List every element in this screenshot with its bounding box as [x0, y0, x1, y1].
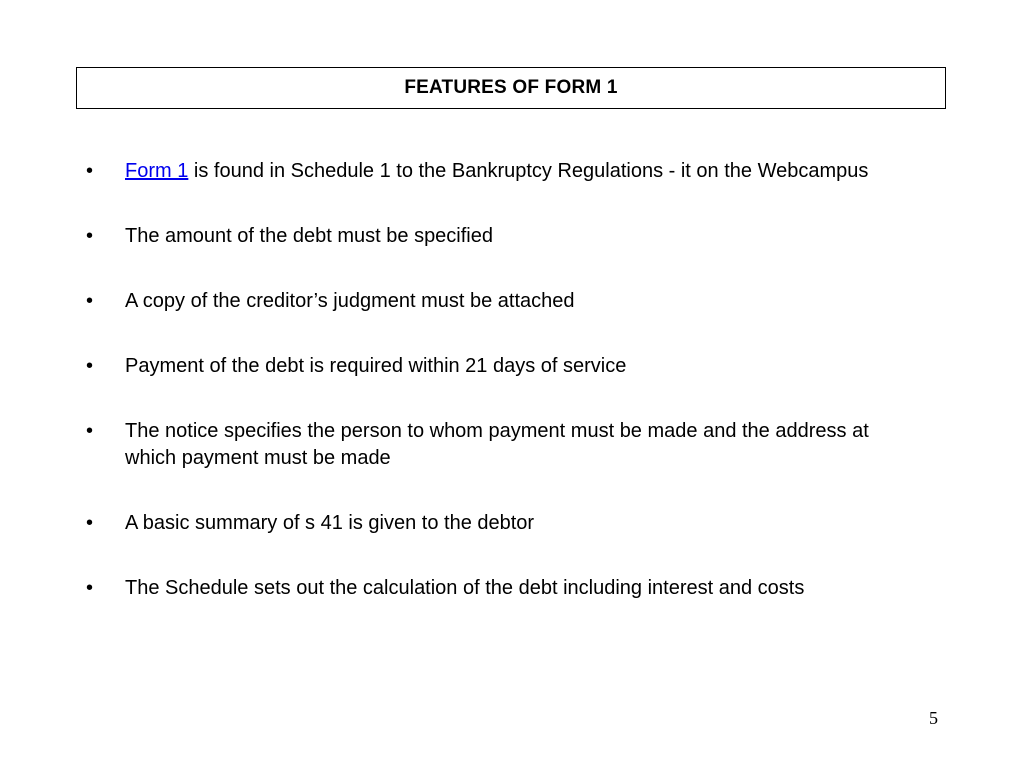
- bullet-list: [86, 158, 916, 640]
- bullet-item: [86, 510, 916, 537]
- bullet-text: A basic summary of s 41 is given to the debtor: [125, 512, 535, 534]
- bullet-icon: •: [86, 420, 94, 442]
- form-1-link[interactable]: Form 1: [125, 160, 189, 182]
- bullet-text-rest: is found in Schedule 1 to the Bankruptcy Regulations - it on the Webcampus: [188, 160, 869, 182]
- bullet-icon: •: [86, 577, 94, 599]
- bullet-icon: •: [86, 160, 94, 182]
- bullet-item: [86, 353, 916, 380]
- title-box: [76, 67, 946, 109]
- bullet-item: [86, 223, 916, 250]
- bullet-text: The Schedule sets out the calculation of the debt including interest and costs: [125, 577, 805, 599]
- bullet-item: [86, 288, 916, 315]
- bullet-text: [125, 158, 916, 185]
- bullet-text: A copy of the creditor’s judgment must be attached: [125, 290, 575, 312]
- slide-title: FEATURES OF FORM 1: [404, 77, 618, 98]
- bullet-text: Payment of the debt is required within 21 days of service: [125, 355, 627, 377]
- bullet-text: The notice specifies the person to whom payment must be made and the address at which payment must be made: [125, 420, 869, 469]
- bullet-icon: •: [86, 355, 94, 377]
- page-number: 5: [929, 708, 938, 728]
- bullet-text: The amount of the debt must be specified: [125, 225, 493, 247]
- bullet-icon: •: [86, 512, 94, 534]
- bullet-item: [86, 575, 916, 602]
- bullet-icon: •: [86, 290, 94, 312]
- bullet-item: [86, 418, 916, 472]
- bullet-item: [86, 158, 916, 185]
- bullet-icon: •: [86, 225, 94, 247]
